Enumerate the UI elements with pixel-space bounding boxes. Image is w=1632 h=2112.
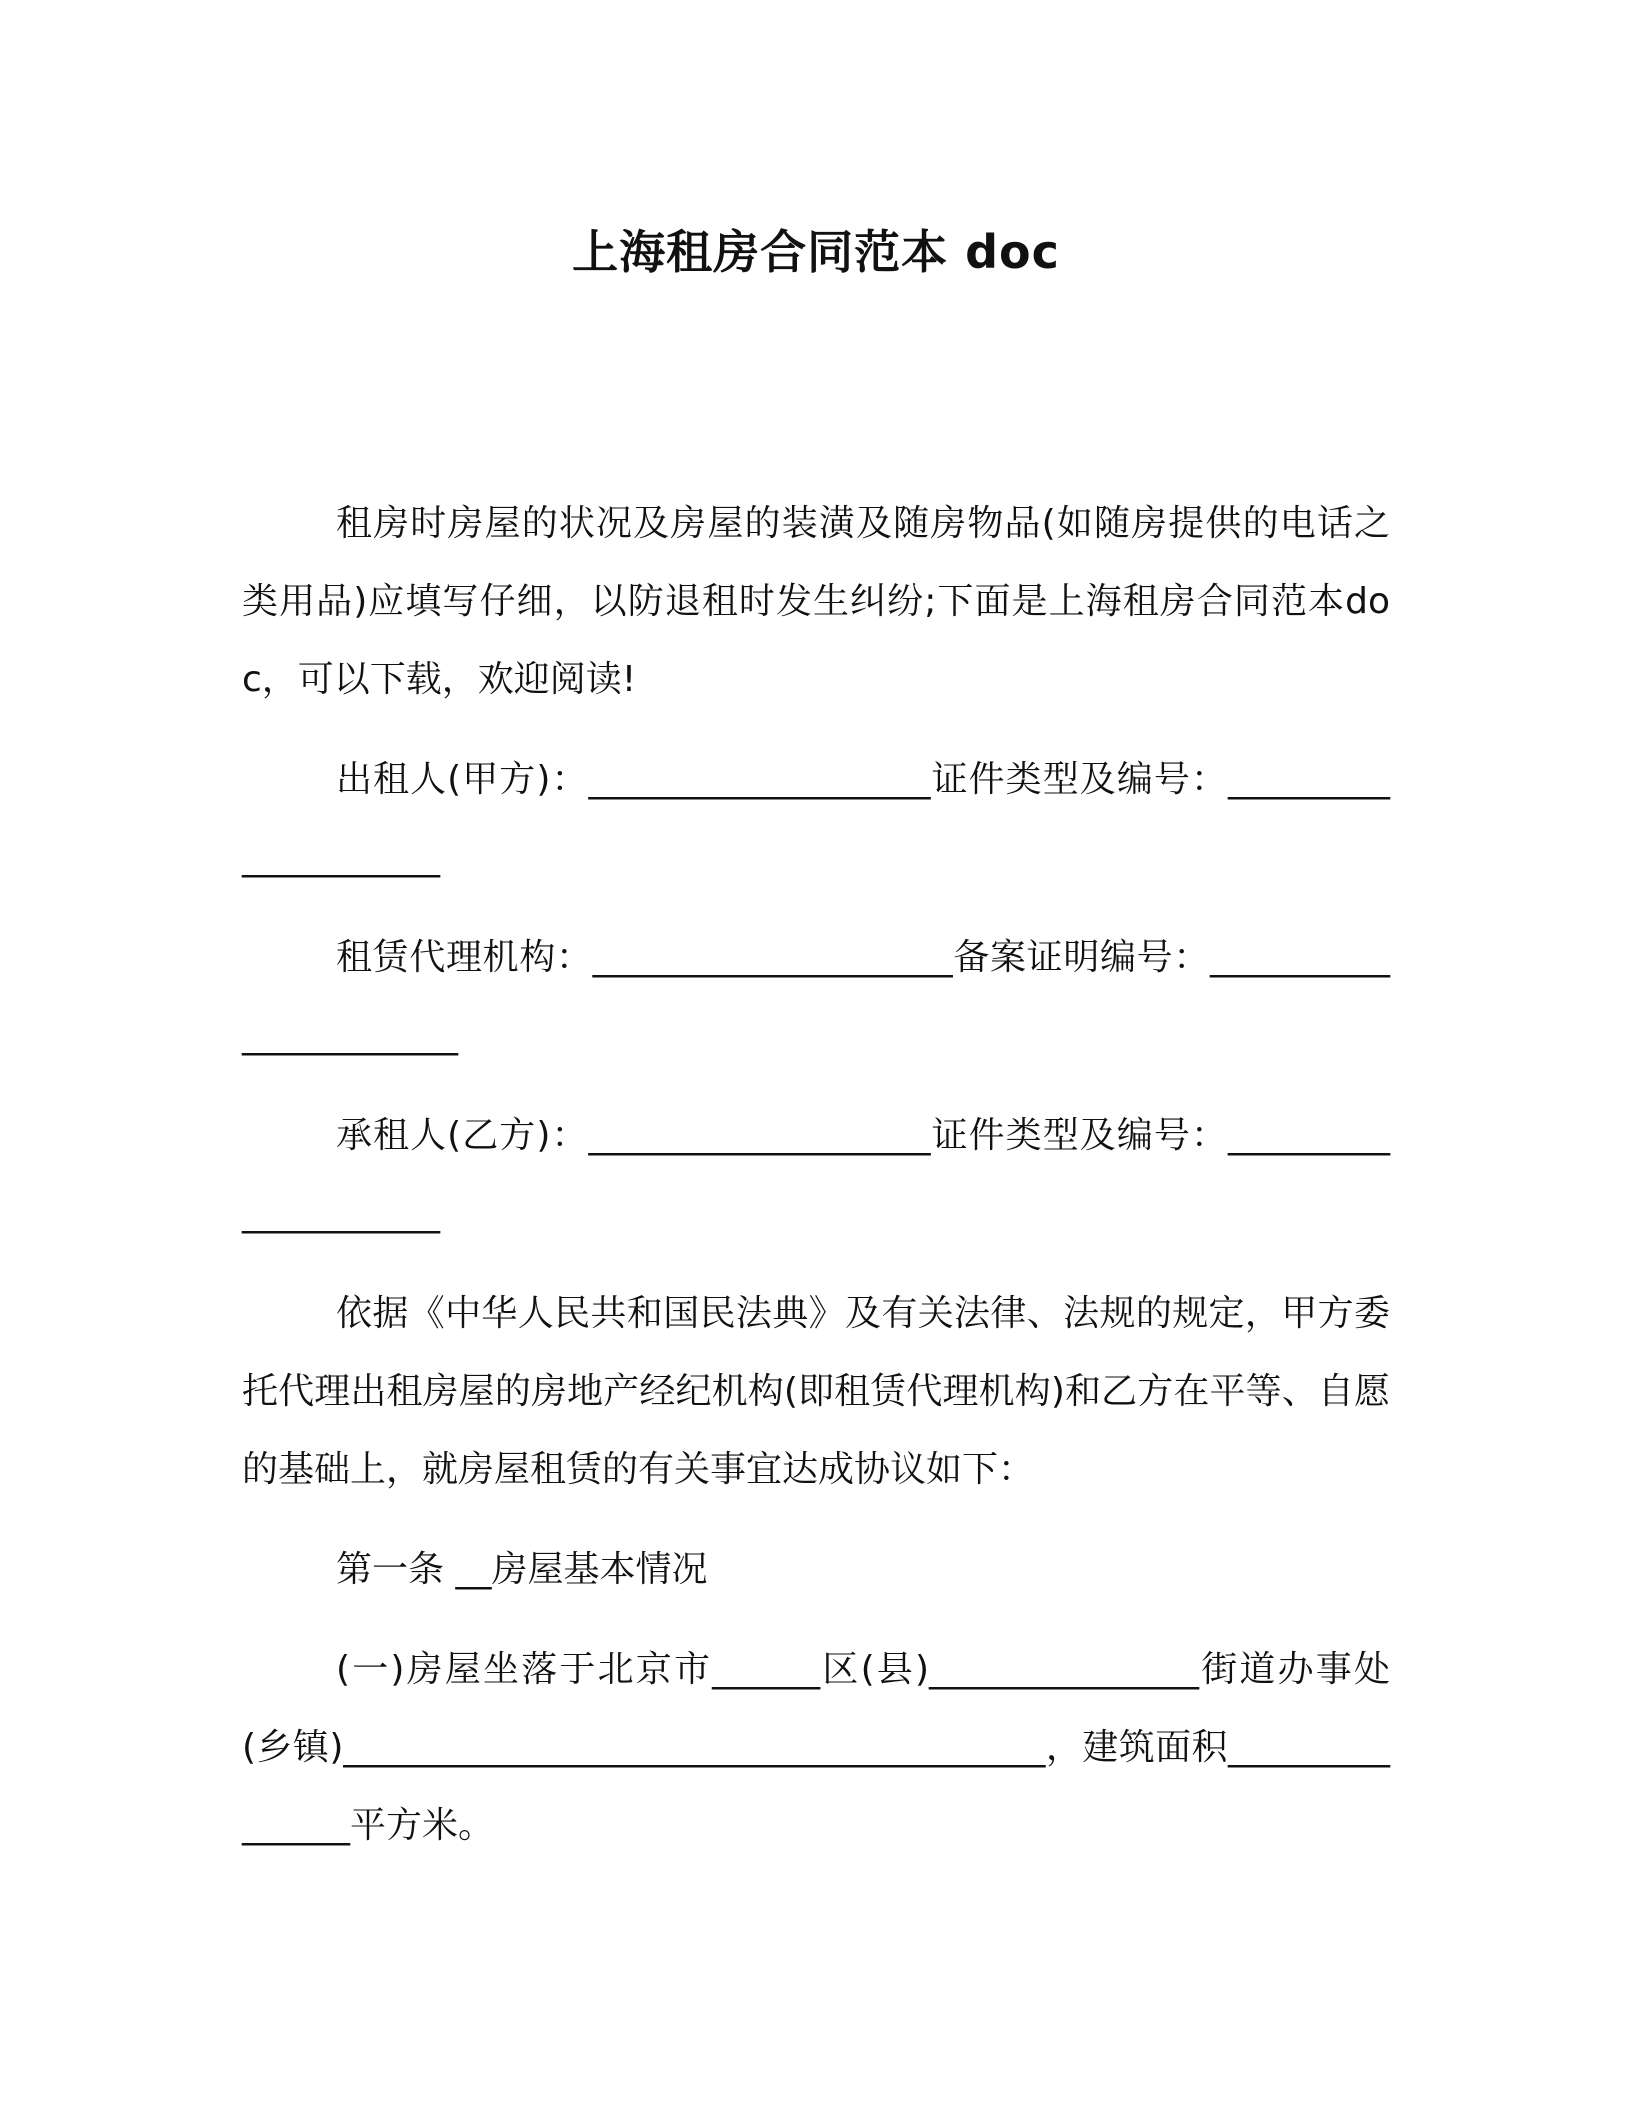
document-body [242, 485, 1390, 1887]
intro-paragraph: 租房时房屋的状况及房屋的装潢及随房物品(如随房提供的电话之类用品)应填写仔细，以防退租时发生纠纷;下面是上海租房合同范本doc，可以下载，欢迎阅读! [242, 503, 1390, 700]
legal-basis-paragraph: 依据《中华人民共和国民法典》及有关法律、法规的规定，甲方委托代理出租房屋的房地产经纪机构(即租赁代理机构)和乙方在平等、自愿的基础上，就房屋租赁的有关事宜达成协议如下： [242, 1293, 1390, 1490]
lessor-field-line: 出租人(甲方)：___________________证件类型及编号：____________________ [242, 759, 1390, 878]
agency-field-line: 租赁代理机构：____________________备案证明编号：______________________ [242, 937, 1390, 1056]
document-title: 上海租房合同范本 doc [572, 225, 1060, 279]
lessee-field-line: 承租人(乙方)：___________________证件类型及编号：____________________ [242, 1115, 1390, 1234]
article-one-heading: 第一条 __房屋基本情况 [336, 1549, 708, 1590]
property-location-paragraph: (一)房屋坐落于北京市______区(县)_______________街道办事处(乡镇)_______________________________________，建筑面积_______________平方米。 [242, 1649, 1390, 1846]
